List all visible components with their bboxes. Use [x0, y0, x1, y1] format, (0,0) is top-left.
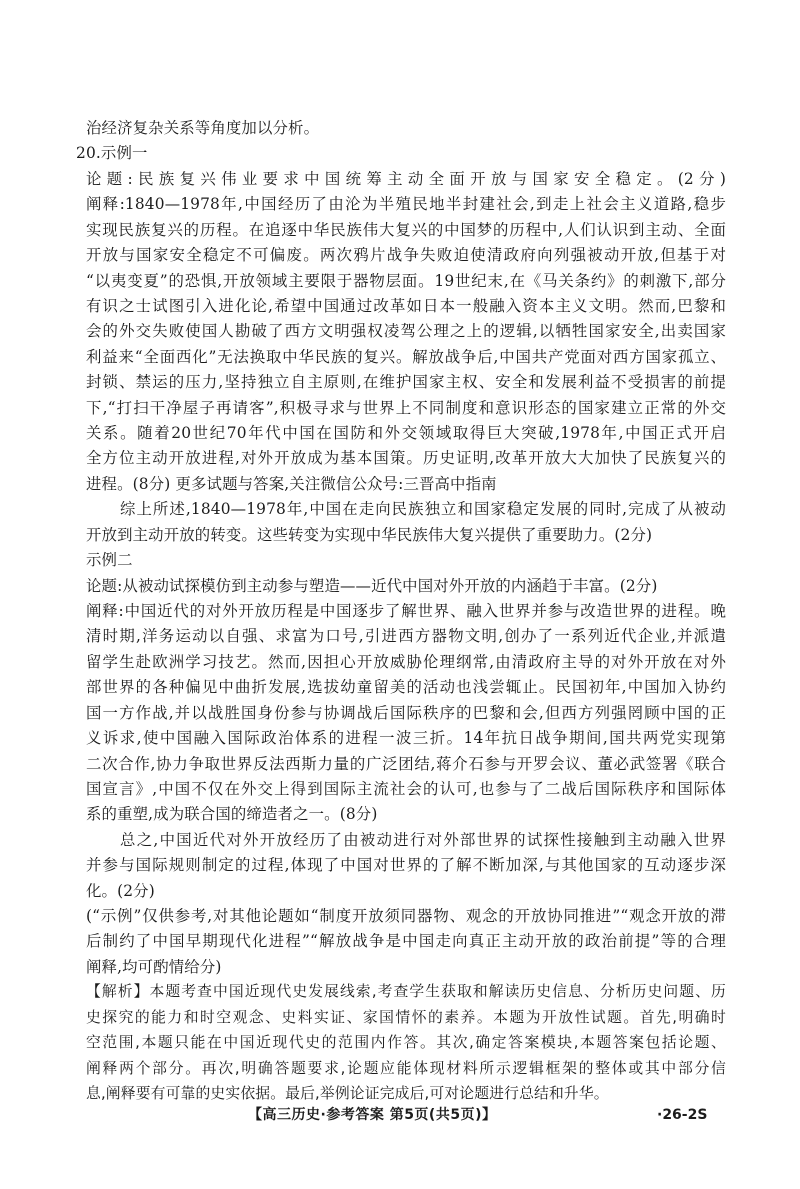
- text-line: 治经济复杂关系等角度加以分析。: [86, 119, 320, 137]
- text-line: 实现民族复兴的历程。在追逐中华民族伟大复兴的中国梦的历程中,人们认识到主动、全面: [86, 221, 726, 239]
- text-line: 国宣言》,中国不仅在外交上得到国际主流社会的认可,也参与了二战后国际秩序和国际体: [86, 780, 726, 798]
- text-line: 国一方作战,并以战胜国身份参与协调战后国际秩序的巴黎和会,但西方列强罔顾中国的正: [86, 704, 726, 722]
- text-line: 阐释:1840—1978年,中国经历了由沦为半殖民地半封建社会,到走上社会主义道路,稳步: [86, 195, 726, 213]
- text-line: 留学生赴欧洲学习技艺。然而,因担心开放威胁伦理纲常,由清政府主导的对外开放在对外: [86, 653, 726, 671]
- text-line: 开放到主动开放的转变。这些转变为实现中华民族伟大复兴提供了重要助力。(2分): [86, 526, 653, 544]
- text-line: 论题:民族复兴伟业要求中国统筹主动全面开放与国家安全稳定。(2分): [86, 170, 726, 188]
- text-line: 开放与国家安全稳定不可偏废。两次鸦片战争失败迫使清政府向列强被动开放,但基于对: [86, 246, 726, 264]
- footer-code: ·26-2S: [657, 1107, 708, 1123]
- analysis-line: 息,阐释要有可靠的史实依据。最后,举例论证完成后,可对论题进行总结和升华。: [86, 1085, 609, 1102]
- text-line: “以夷变夏”的恐惧,开放领域主要限于器物层面。19世纪末,在《马关条约》的刺激下,部分: [86, 272, 726, 290]
- text-line: 进程。(8分) 更多试题与答案,关注微信公众号:三晋高中指南: [86, 475, 497, 493]
- analysis-line: 【解析】本题考查中国近现代史发展线索,考查学生获取和解读历史信息、分析历史问题、历: [86, 983, 726, 1000]
- text-line: 清时期,洋务运动以自强、求富为口号,引进西方器物文明,创办了一系列近代企业,并派遣: [86, 627, 726, 645]
- text-line: 二次合作,协力争取世界反法西斯力量的广泛团结,蒋介石参与开罗会议、董必武签署《联合: [86, 755, 726, 773]
- text-line: 关系。随着20世纪70年代中国在国防和外交领域取得巨大突破,1978年,中国正式开启: [86, 424, 726, 442]
- text-line: 下,“打扫干净屋子再请客”,积极寻求与世界上不同制度和意识形态的国家建立正常的外交: [86, 399, 726, 417]
- footer-page-info: 【高三历史·参考答案 第5页(共5页)】: [248, 1107, 497, 1123]
- page-footer: [0, 1103, 800, 1127]
- question-number-line: 20.示例一: [76, 144, 148, 162]
- text-line: 全方位主动开放进程,对外开放成为基本国策。历史证明,改革开放大大加快了民族复兴的: [86, 449, 726, 467]
- text-line: 封锁、禁运的压力,坚持独立自主原则,在维护国家主权、安全和发展利益不受损害的前提: [86, 373, 726, 391]
- example-heading: 示例二: [86, 551, 133, 569]
- text-line: 综上所述,1840—1978年,中国在走向民族独立和国家稳定发展的同时,完成了从被动: [120, 500, 726, 518]
- text-line: 会的外交失败使国人勘破了西方文明强权凌驾公理之上的逻辑,以牺牲国家安全,出卖国家: [86, 322, 726, 340]
- text-line: 后制约了中国早期现代化进程”“解放战争是中国走向真正主动开放的政治前提”等的合理: [86, 932, 726, 950]
- text-line: 论题:从被动试探模仿到主动参与塑造——近代中国对外开放的内涵趋于丰富。(2分): [86, 577, 658, 595]
- text-line: 阐释:中国近代的对外开放历程是中国逐步了解世界、融入世界并参与改造世界的进程。晚: [86, 602, 726, 620]
- analysis-line: 阐释两个部分。再次,明确答题要求,论题应能体现材料所示逻辑框架的整体或其中部分信: [86, 1060, 726, 1077]
- text-line: 部世界的各种偏见中曲折发展,选拔幼童留美的活动也浅尝辄止。民国初年,中国加入协约: [86, 678, 726, 696]
- analysis-line: 空范围,本题只能在中国近现代史的范围内作答。其次,确定答案模块,本题答案包括论题、: [86, 1034, 726, 1051]
- text-line: 义诉求,使中国融入国际政治体系的进程一波三折。14年抗日战争期间,国共两党实现第: [86, 729, 726, 747]
- text-line: 总之,中国近代对外开放经历了由被动进行对外部世界的试探性接触到主动融入世界: [120, 831, 726, 849]
- text-line: 并参与国际规则制定的过程,体现了中国对世界的了解不断加深,与其他国家的互动逐步深: [86, 856, 726, 874]
- analysis-line: 史探究的能力和时空观念、史料实证、家国情怀的素养。本题为开放性试题。首先,明确时: [86, 1009, 726, 1026]
- text-line: 化。(2分): [86, 882, 155, 900]
- text-line: 系的重塑,成为联合国的缔造者之一。(8分): [86, 805, 378, 823]
- text-line: (“示例”仅供参考,对其他论题如“制度开放须同器物、观念的开放协同推进”“观念开放的滞: [86, 907, 726, 925]
- text-line: 阐释,均可酌情给分): [86, 958, 222, 976]
- text-line: 利益来“全面西化”无法换取中华民族的复兴。解放战争后,中国共产党面对西方国家孤立、: [86, 348, 726, 366]
- text-line: 有识之士试图引入进化论,希望中国通过改革如日本一般融入资本主义文明。然而,巴黎和: [86, 297, 726, 315]
